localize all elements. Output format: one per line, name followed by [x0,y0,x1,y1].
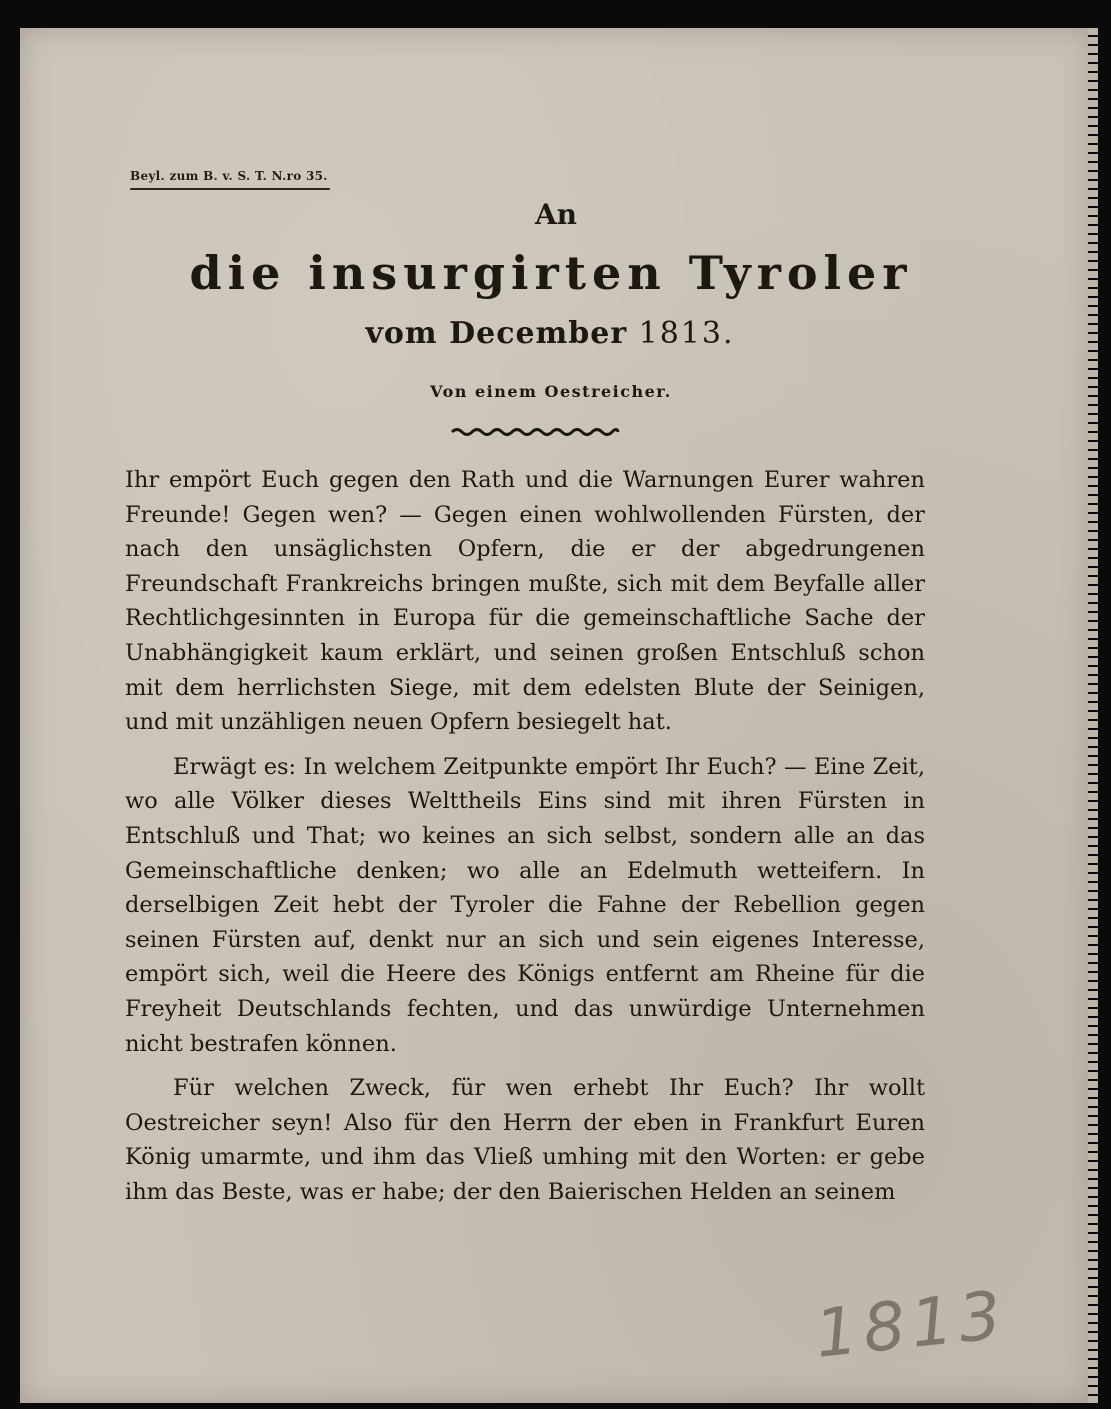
document-title: die insurgirten Tyroler [189,246,913,300]
body-text [125,463,925,1209]
paragraph-2: Erwägt es: In welchem Zeitpunkte empört Ihr Euch? — Eine Zeit, wo alle Völker dieses Welttheils Eins sind mit ihren Fürsten in Entschluß und That; wo keines an sich selbst, sondern alle an das Gemeinschaftliche denken; wo alle an Edelmuth wetteifern. In derselbigen Zeit hebt der Tyroler die Fahne der Rebellion gegen seinen Fürsten auf, denkt nur an sich und sein eigenes Interesse, empört sich, weil die Heere des Königs entfernt am Rheine für die Freyheit Deutschlands fechten, und das unwürdige Unternehmen nicht bestrafen können. [125,753,925,1057]
document-page [20,28,1092,1403]
wave-ornament [450,426,620,438]
heading-author: Von einem Oestreicher. [430,382,672,401]
heading-year: 1813. [638,316,735,351]
heading-date-prefix: vom December [365,316,628,351]
reference-underline [130,188,330,190]
paragraph-3: Für welchen Zweck, für wen erhebt Ihr Euch? Ihr wollt Oestreicher seyn! Also für den Herrn der eben in Frankfurt Euren König umarmte, und ihm das Vließ umhing mit den Worten: er gebe ihm das Beste, was er habe; der den Baierischen Helden an seinem [125,1075,925,1205]
handwritten-year-note: 1813 [811,1276,1011,1373]
torn-right-edge [1088,28,1098,1403]
heading-an: An [534,198,578,231]
paragraph-1: Ihr empört Euch gegen den Rath und die Warnungen Eurer wahren Freunde! Gegen wen? — Gegen einen wohlwollenden Fürsten, der nach den unsäglichsten Opfern, die er der abgedrungenen Freundschaft Frankreichs bringen mußte, sich mit dem Beyfalle aller Rechtlichgesinnten in Europa für die gemeinschaftliche Sache der Unabhängigkeit kaum erklärt, und seinen großen Entschluß schon mit dem herrlichsten Siege, mit dem edelsten Blute der Seinigen, und mit unzähligen neuen Opfern besiegelt hat. [125,467,925,736]
reference-note: Beyl. zum B. v. S. T. N.ro 35. [130,169,328,183]
heading-date [20,316,1080,351]
